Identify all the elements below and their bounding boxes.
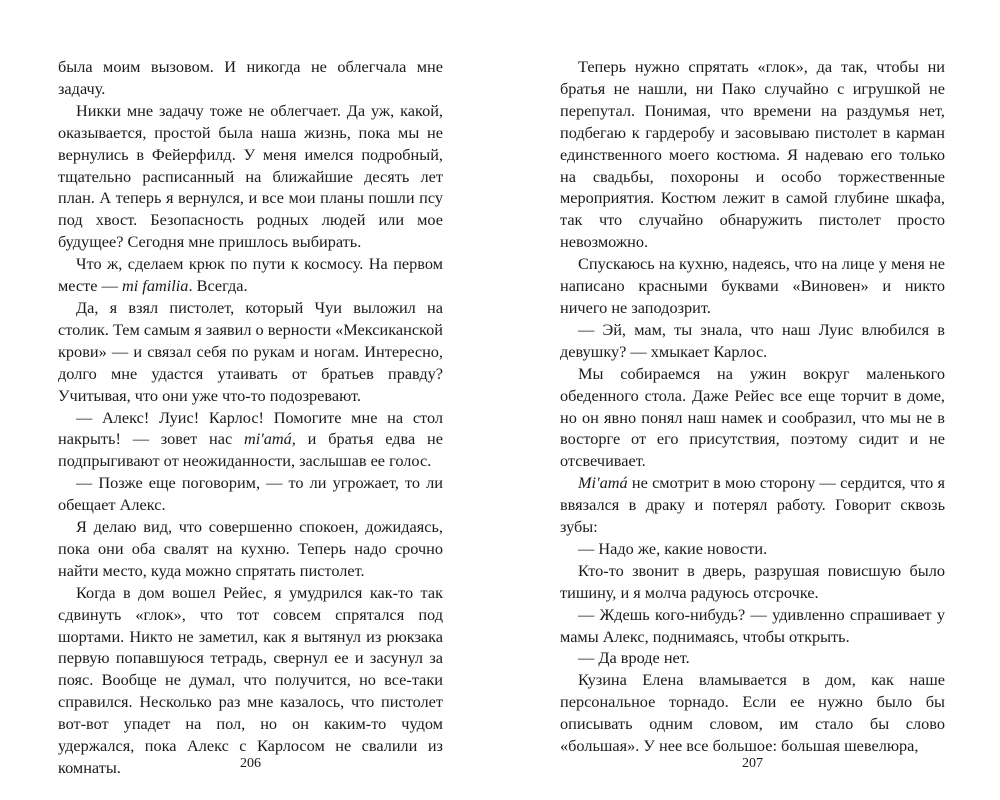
paragraph: была моим вызовом. И никогда не облегчала мне задачу. [58,57,443,98]
italic-phrase: mi'amá [243,429,292,449]
paragraph: Да, я взял пистолет, который Чуи выложил на столик. Тем самым я заявил о верности «Мексиканской крови» — и связал себя по рукам и ногам. Интересно, долго мне удастся утаивать от братьев правду? Учитывая, что они уже что-то подозревают. [58,297,443,405]
paragraph: — Эй, мам, ты знала, что наш Луис влюбился в девушку? — хмыкает Карлос. [560,319,945,361]
paragraph: Мы собираемся на ужин вокруг маленького обеденного стола. Даже Рейес все еще торчит в доме, но он явно понял наш намек и сообразил, что мы не в восторге от его присутствия, поэтому сидит и не отсвечивает. [560,363,945,471]
page-number: 206 [240,756,261,771]
paragraph: — Позже еще поговорим, — то ли угрожает, то ли обещает Алекс. [58,473,443,515]
paragraph: Кузина Елена вламывается в дом, как наше персональное торнадо. Если ее нужно было бы описывать одним словом, им стало бы слово «большая». У нее все большое: большая шевелюра, [560,670,945,756]
paragraph: Когда в дом вошел Рейес, я умудрился как-то так сдвинуть «глок», что тот совсем спрятался под шортами. Никто не заметил, как я вытянул из рюкзака первую попавшуюся тетрадь, свернул ее и засунул за пояс. Вообще не думал, что получится, но все-таки справился. Несколько раз мне казалось, что пистолет вот-вот упадет на пол, но он каким-то чудом удержался, пока Алекс с Карлосом не свалили из комнаты. [58,582,443,777]
page-number: 207 [742,756,763,771]
paragraph: Теперь нужно спрятать «глок», да так, чтобы ни братья не нашли, ни Пако случайно с игрушкой не перепутал. Понимая, что времени на раздумья нет, подбегаю к гардеробу и засовываю пистолет в карман единственного моего костюма. Я надеваю его только на свадьбы, похороны и особо торжественные мероприятия. Костюм лежит в самой глубине шкафа, так что случайно обнаружить пистолет просто невозможно. [560,57,945,252]
paragraph: — Ждешь кого-нибудь? — удивленно спрашивает у мамы Алекс, поднимаясь, чтобы открыть. [560,604,945,646]
paragraph: Я делаю вид, что совершенно спокоен, дожидаясь, пока они оба свалят на кухню. Теперь надо срочно найти место, куда можно спрятать пистолет. [58,517,443,580]
italic-phrase: Mi'amá [578,473,628,493]
paragraph: — Да вроде нет. [578,648,690,668]
italic-phrase: mi familia [121,276,189,296]
paragraph: Mi'amá не смотрит в мою сторону — сердится, что я ввязался в драку и потерял работу. Говорит сквозь зубы: [560,473,945,537]
paragraph: Никки мне задачу тоже не облегчает. Да уж, какой, оказывается, простой была наша жизнь, пока мы не вернулись в Фейерфилд. У меня имелся подробный, тщательно расписанный на ближайшие десять лет план. А теперь я вернулся, и все мои планы пошли псу под хвост. Безопасность родных людей или мое будущее? Сегодня мне пришлось выбирать. [58,100,443,252]
right-page [560,56,945,776]
paragraph: Что ж, сделаем крюк по пути к космосу. На первом месте — mi familia. Всегда. [58,254,443,296]
right-page-text [560,56,945,756]
paragraph: — Алекс! Луис! Карлос! Помогите мне на стол накрыть! — зовет нас mi'amá, и братья едва не подпрыгивают от неожиданности, заслышав ее голос. [58,407,443,471]
paragraph: Кто-то звонит в дверь, разрушая повисшую было тишину, и я молча радуюсь отсрочке. [560,560,945,602]
paragraph: — Надо же, какие новости. [578,538,768,558]
left-page [58,56,443,776]
paragraph: Спускаюсь на кухню, надеясь, что на лице у меня не написано красными буквами «Виновен» и никто ничего не заподозрит. [560,254,945,317]
